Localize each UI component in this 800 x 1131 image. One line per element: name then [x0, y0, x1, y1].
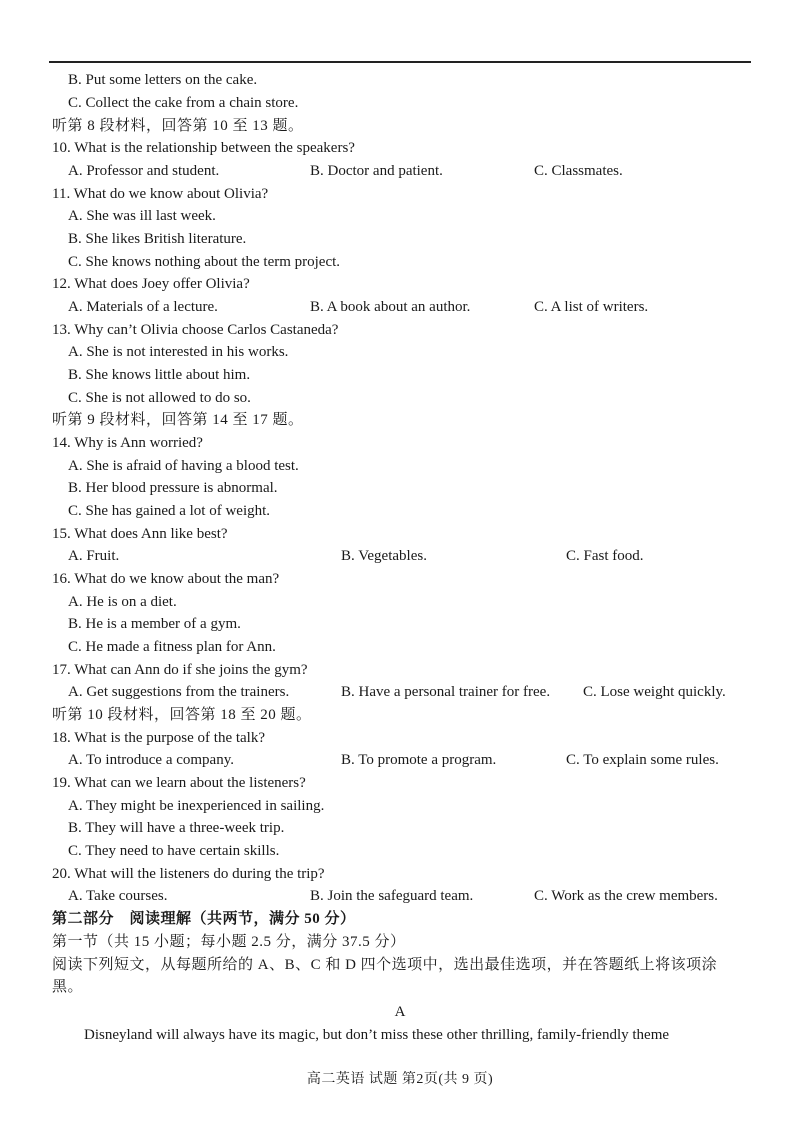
q15-stem: 15. What does Ann like best?: [52, 526, 228, 542]
q19-option-c: C. They need to have certain skills.: [68, 843, 280, 859]
q11-stem: 11. What do we know about Olivia?: [52, 186, 269, 202]
q15-option-c: C. Fast food.: [566, 548, 644, 564]
q13-option-b: B. She knows little about him.: [68, 367, 251, 383]
section8-instruction: 听第 8 段材料，回答第 10 至 13 题。: [52, 118, 304, 134]
q12-option-c: C. A list of writers.: [534, 299, 649, 315]
passage-label: A: [394, 1004, 406, 1020]
page-footer: 高二英语 试题 第2页(共 9 页): [306, 1072, 494, 1087]
q11-option-a: A. She was ill last week.: [68, 208, 216, 224]
q16-stem: 16. What do we know about the man?: [52, 571, 280, 587]
q18-option-b: B. To promote a program.: [341, 752, 497, 768]
q18-stem: 18. What is the purpose of the talk?: [52, 730, 266, 746]
q20-stem: 20. What will the listeners do during the trip?: [52, 866, 325, 882]
q19-option-a: A. They might be inexperienced in sailing.: [68, 798, 325, 814]
q10-option-b: B. Doctor and patient.: [310, 163, 443, 179]
passage-first-line: Disneyland will always have its magic, but don’t miss these other thrilling, family-friendly theme: [84, 1027, 670, 1043]
instructions-line2: 黑。: [52, 979, 84, 995]
q17-stem: 17. What can Ann do if she joins the gym?: [52, 662, 308, 678]
q11-option-b: B. She likes British literature.: [68, 231, 247, 247]
q10-option-a: A. Professor and student.: [68, 163, 220, 179]
q13-option-c: C. She is not allowed to do so.: [68, 390, 251, 406]
q15-option-a: A. Fruit.: [68, 548, 120, 564]
q10-option-c: C. Classmates.: [534, 163, 623, 179]
q16-option-b: B. He is a member of a gym.: [68, 616, 241, 632]
q17-option-c: C. Lose weight quickly.: [583, 684, 726, 700]
q20-option-b: B. Join the safeguard team.: [310, 888, 474, 904]
q20-option-c: C. Work as the crew members.: [534, 888, 718, 904]
q16-option-a: A. He is on a diet.: [68, 594, 177, 610]
section1-heading: 第一节（共 15 小题；每小题 2.5 分，满分 37.5 分）: [52, 934, 406, 950]
q15-option-b: B. Vegetables.: [341, 548, 427, 564]
q10-stem: 10. What is the relationship between the speakers?: [52, 140, 355, 156]
q17-option-b: B. Have a personal trainer for free.: [341, 684, 551, 700]
q12-option-a: A. Materials of a lecture.: [68, 299, 218, 315]
q12-option-b: B. A book about an author.: [310, 299, 471, 315]
section10-instruction: 听第 10 段材料，回答第 18 至 20 题。: [52, 707, 312, 723]
q14-option-a: A. She is afraid of having a blood test.: [68, 458, 299, 474]
instructions-line1: 阅读下列短文，从每题所给的 A、B、C 和 D 四个选项中，选出最佳选项，并在答题纸上将该项涂: [52, 957, 718, 973]
q14-option-b: B. Her blood pressure is abnormal.: [68, 480, 278, 496]
q18-option-a: A. To introduce a company.: [68, 752, 234, 768]
top-rule: [49, 61, 751, 63]
section9-instruction: 听第 9 段材料，回答第 14 至 17 题。: [52, 412, 304, 428]
q11-option-c: C. She knows nothing about the term project.: [68, 254, 341, 270]
q17-option-a: A. Get suggestions from the trainers.: [68, 684, 290, 700]
q18-option-c: C. To explain some rules.: [566, 752, 719, 768]
q13-stem: 13. Why can’t Olivia choose Carlos Castaneda?: [52, 322, 339, 338]
q12-stem: 12. What does Joey offer Olivia?: [52, 276, 250, 292]
q9-option-c: C. Collect the cake from a chain store.: [68, 95, 299, 111]
q20-option-a: A. Take courses.: [68, 888, 168, 904]
q14-stem: 14. Why is Ann worried?: [52, 435, 203, 451]
q14-option-c: C. She has gained a lot of weight.: [68, 503, 271, 519]
q13-option-a: A. She is not interested in his works.: [68, 344, 289, 360]
q9-option-b: B. Put some letters on the cake.: [68, 72, 258, 88]
q16-option-c: C. He made a fitness plan for Ann.: [68, 639, 276, 655]
q19-option-b: B. They will have a three-week trip.: [68, 820, 285, 836]
part2-heading: 第二部分 阅读理解（共两节，满分 50 分）: [52, 911, 356, 927]
q19-stem: 19. What can we learn about the listeners?: [52, 775, 306, 791]
